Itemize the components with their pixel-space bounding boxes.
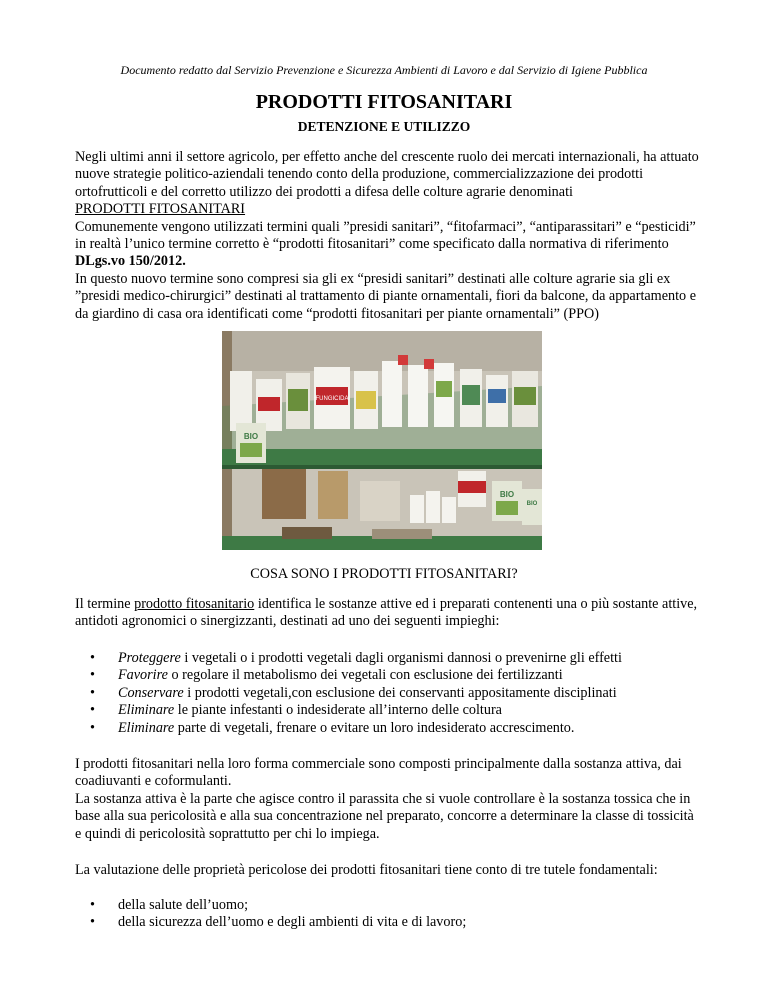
protection-text: della sicurezza dell’uomo e degli ambienti di vita e di lavoro; — [118, 914, 467, 931]
list-item — [90, 897, 710, 914]
use-verb: Eliminare — [118, 719, 175, 736]
bullet-icon: • — [90, 702, 95, 719]
list-item — [90, 702, 710, 719]
photo-label-bio-1: BIO — [243, 432, 259, 441]
use-text: parte di vegetali, frenare o evitare un loro indesiderato accrescimento. — [174, 719, 575, 736]
intro-paragraph-3: In questo nuovo termine sono compresi sia gli ex “presidi sanitari” destinati alle colture agrarie sia gli ex ”presidi medico-chirurgici” destinati al trattamento di piante ornamentali, fiori da balcone, da appartamento e da giardino di casa ora identificati come “prodotti fitosanitari per piante ornamentali” (PPO) — [75, 270, 696, 322]
use-verb: Eliminare — [118, 702, 175, 719]
page-title: PRODOTTI FITOSANITARI — [255, 91, 513, 113]
bullet-icon: • — [90, 650, 95, 666]
photo-label-bio-3: BIO — [526, 501, 538, 507]
document-header: Documento redatto dal Servizio Prevenzione e Sicurezza Ambienti di Lavoro e dal Servizio di Igiene Pubblica — [120, 63, 648, 77]
bullet-icon: • — [90, 684, 95, 701]
intro-p1-text: Negli ultimi anni il settore agricolo, per effetto anche del crescente ruolo dei mercati internazionali, ha attuato nuove strategie politico-aziendali tenendo conto della produzione, commercializzazione dei prodotti ortofrutticoli e del corretto utilizzo dei prodotti a difesa delle colture agrarie denominati — [75, 149, 699, 200]
protection-text: della salute dell’uomo; — [118, 897, 249, 913]
use-text: i prodotti vegetali,con esclusione dei conservanti appositamente disciplinati — [183, 684, 617, 701]
use-text: i vegetali o i prodotti vegetali dagli organismi dannosi o prevenirne gli effetti — [180, 650, 622, 666]
use-verb: Conservare — [118, 684, 184, 701]
list-item — [90, 685, 710, 702]
definition-post: identifica le sostanze attive ed i preparati contenenti una o più sostante attive, antidoti agronomici o sinergizzanti, destinati ad uno dei seguenti impieghi: — [75, 596, 698, 630]
use-text: o regolare il metabolismo dei vegetali con esclusione dei fertilizzanti — [167, 667, 563, 684]
section-heading: COSA SONO I PRODOTTI FITOSANITARI? — [250, 566, 518, 582]
use-verb: Proteggere — [118, 650, 181, 666]
photo-label-fungicida: FUNGICIDA — [315, 396, 349, 402]
bullet-icon: • — [90, 719, 95, 736]
definition-paragraph — [75, 596, 700, 631]
composition-section — [75, 756, 700, 843]
definition-term: prodotto fitosanitario — [134, 596, 255, 612]
uses-list — [90, 650, 710, 737]
list-item — [90, 914, 710, 931]
list-item — [90, 720, 710, 737]
pesticide-shelf-photo — [222, 331, 542, 550]
intro-p2-law-reference: DLgs.vo 150/2012. — [75, 253, 186, 270]
photo-label-bio-2: BIO — [499, 490, 515, 499]
intro-paragraph-2 — [75, 219, 700, 271]
intro-p2-text: Comunemente vengono utilizzati termini quali ”presidi sanitari”, “fitofarmaci”, “antiparassitari” e “pesticidi” in realtà l’unico termine corretto è “prodotti fitosanitari” come specificato dalla normativa di riferimento — [75, 218, 696, 253]
bullet-icon: • — [90, 914, 95, 931]
page-subtitle: DETENZIONE E UTILIZZO — [297, 119, 471, 134]
intro-section — [75, 149, 700, 323]
bullet-icon: • — [90, 897, 95, 913]
bullet-icon: • — [90, 667, 95, 684]
evaluation-paragraph: La valutazione delle proprietà pericolose dei prodotti fitosanitari tiene conto di tre tutele fondamentali: — [75, 862, 658, 878]
intro-p1-underlined-term: PRODOTTI FITOSANITARI — [75, 201, 246, 218]
definition-pre: Il termine — [75, 596, 131, 612]
protections-list — [90, 897, 710, 932]
use-verb: Favorire — [118, 667, 168, 684]
composition-paragraph-2: La sostanza attiva è la parte che agisce contro il parassita che si vuole controllare è la sostanza tossica che in base alla sua pericolosità e alla sua concentrazione nel preparato, concorre a determinare la classe di tossicità e quindi di pericolosità soprattutto per chi lo impiega. — [75, 790, 694, 842]
composition-paragraph-1: I prodotti fitosanitari nella loro forma commerciale sono composti principalmente dalla sostanza attiva, dai coadiuvanti e coformulanti. — [75, 756, 682, 790]
intro-paragraph-1 — [75, 149, 700, 219]
use-text: le piante infestanti o indesiderate all’interno delle coltura — [174, 702, 502, 719]
list-item — [90, 667, 710, 684]
list-item — [90, 650, 710, 667]
